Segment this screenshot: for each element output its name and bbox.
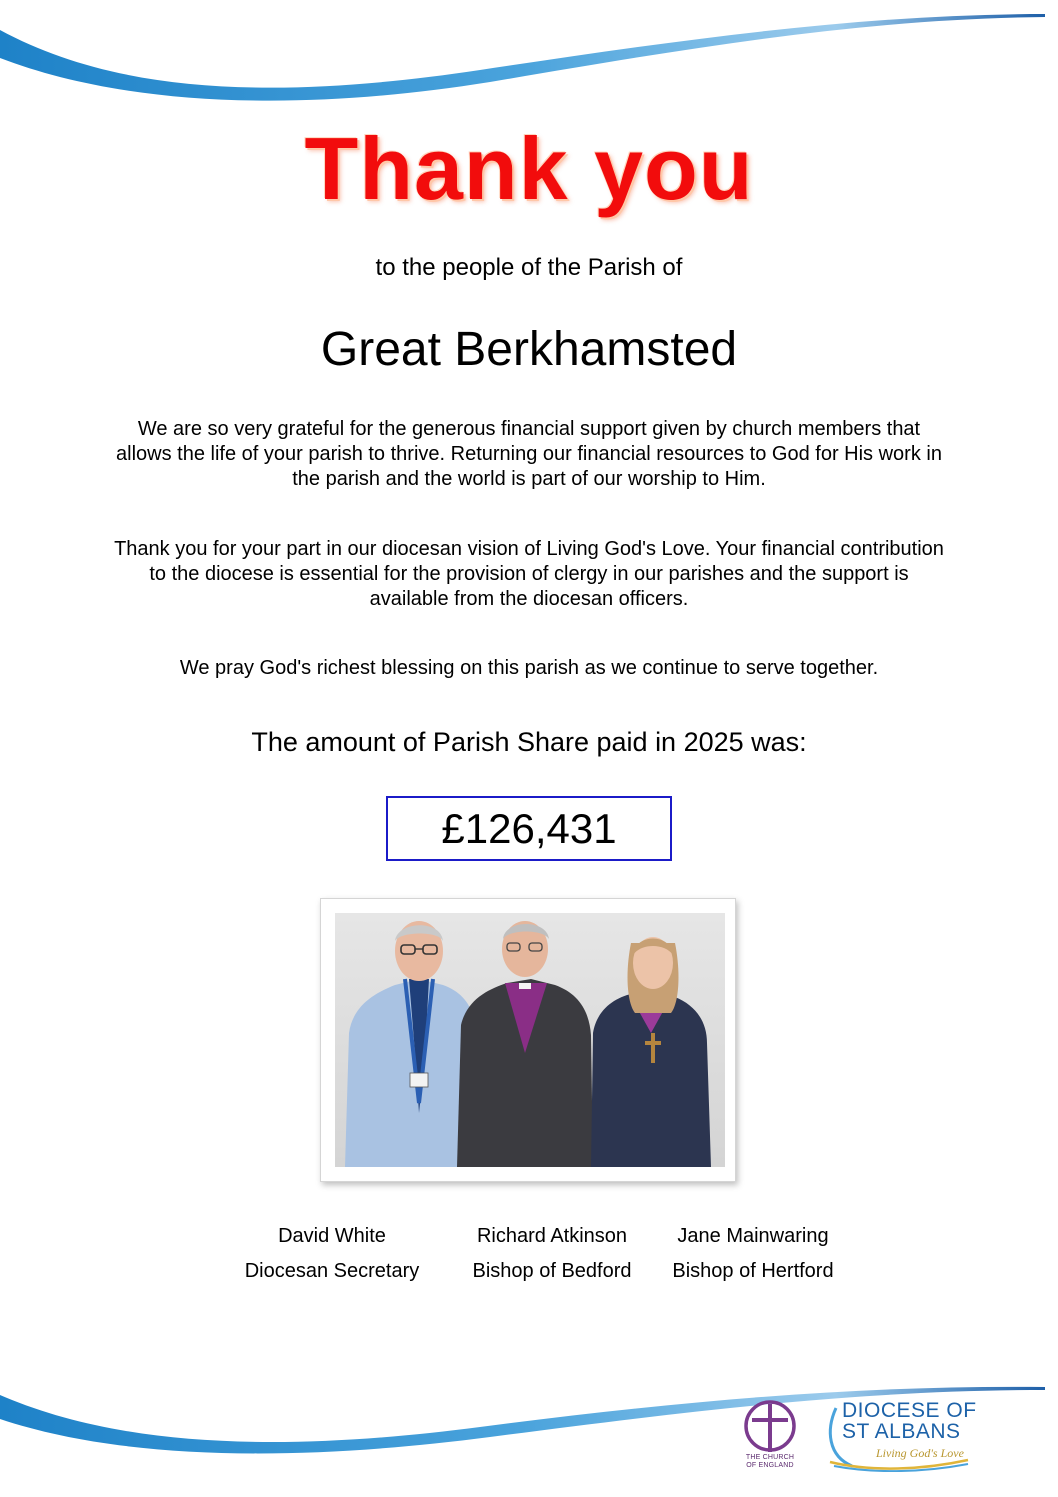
paragraph-blessing: We pray God's richest blessing on this parish as we continue to serve together. [179,657,879,679]
signatory-3 [653,1219,853,1289]
intro-line: to the people of the Parish of [375,254,683,281]
signatory-role: Diocesan Secretary [244,1260,420,1282]
signatory-1 [232,1219,432,1289]
church-of-england-logo-text [730,1454,810,1470]
diocese-tagline: Living God's Love [876,1446,964,1460]
amount-label: The amount of Parish Share paid in 2025 was: [251,727,807,757]
signatory-2 [452,1219,652,1289]
group-photo [335,913,725,1167]
signatory-role: Bishop of Bedford [472,1260,632,1282]
signatory-name: David White [278,1225,386,1247]
parish-name: Great Berkhamsted [320,323,738,376]
diocese-line-1: DIOCESE OF [842,1399,977,1422]
top-swoosh [0,0,1058,110]
signatory-name: Richard Atkinson [476,1225,628,1247]
diocese-line-2: ST ALBANS [842,1420,961,1443]
amount-box: £126,431 [386,796,672,861]
coe-line-1: THE CHURCH [745,1454,795,1461]
heading: Thank you [304,119,754,218]
paragraph-vision: Thank you for your part in our diocesan vision of Living God's Love. Your financial contribution to the diocese is essential for the provision of clergy in our parishes and the support is available from the diocesan officers. [114,538,944,610]
paragraph-gratitude: We are so very grateful for the generous financial support given by church members that allows the life of your parish to thrive. Returning our financial resources to God for His work in the parish and the world is part of our worship to Him. [116,418,942,490]
signatory-role: Bishop of Hertford [672,1260,834,1282]
photo-frame [320,898,736,1182]
signatory-name: Jane Mainwaring [677,1225,829,1247]
coe-line-2: OF ENGLAND [746,1462,794,1469]
